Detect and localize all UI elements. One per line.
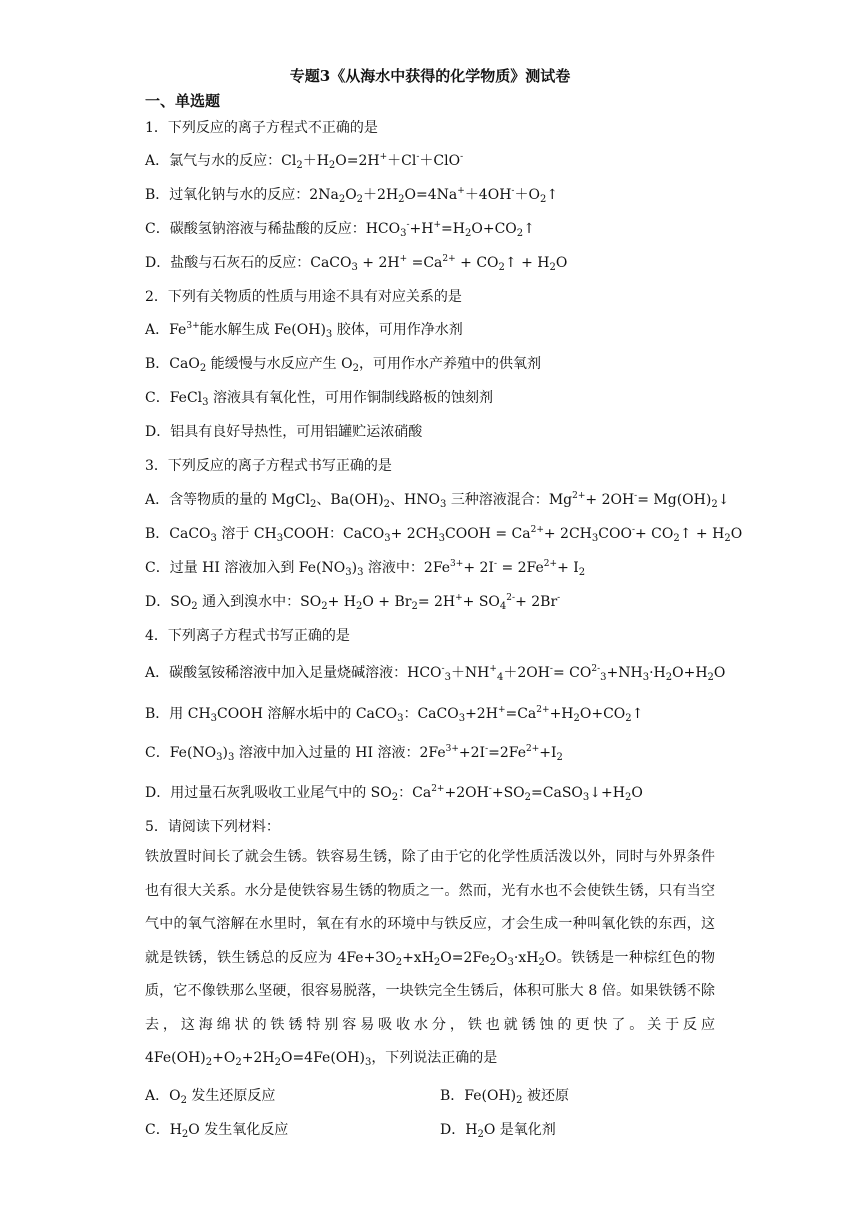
question-5-stem: 5．请阅读下列材料： xyxy=(145,819,280,835)
question-1-option-d: D．盐酸与石灰石的反应：CaCO$_3$ + $2H^+ =Ca^{2+}$ + $CO_2↑ + H_2O$ xyxy=(145,254,568,273)
question-2-option-a: A．$Fe^{3+}$能水解生成 $Fe(OH)_3$ 胶体，可用作净水剂 xyxy=(145,321,463,340)
question-1-option-b: B．过氧化钠与水的反应：$2Na_2O_2+2H_2O=4Na^++4OH^-+O_2↑$ xyxy=(145,186,559,205)
question-2-stem: 2．下列有关物质的性质与用途不具有对应关系的是 xyxy=(145,289,462,305)
question-3-option-b: B．CaCO$_3$ 溶于 $CH_3COOH$：CaCO$_3$+ $2CH_3COOH = Ca^{2+}+ 2CH_3COO^-+$ $CO_2↑ + H_2O$ xyxy=(145,525,743,544)
question-4-stem: 4．下列离子方程式书写正确的是 xyxy=(145,628,350,644)
question-4-option-a: A．碳酸氢铵稀溶液中加入足量烧碱溶液：$HCO^-_3+NH^+_4+2OH^-= CO^{2-}_3+NH_3\cdot H_2O+H_2O$ xyxy=(145,664,726,683)
question-3-stem: 3．下列反应的离子方程式书写正确的是 xyxy=(145,458,392,474)
question-1-option-a: A．氯气与水的反应：$Cl_2+H_2O=2H^++Cl^-+ClO^-$ xyxy=(145,152,464,171)
question-2-option-b: B．CaO$_2$ 能缓慢与水反应产生 $O_2$，可用作水产养殖中的供氧剂 xyxy=(145,356,541,374)
question-3-option-d: D．$SO_2$ 通入到溴水中：$SO_2+ H_2O + Br_2= 2H^++ SO_4^{2-}+ 2Br^-$ xyxy=(145,593,561,612)
question-4-option-c: C．$Fe(NO_3)_3$ 溶液中加入过量的 HI 溶液：$2Fe^{3+}+2I^-=2Fe^{2+}+I_2$ xyxy=(145,744,563,763)
question-1-stem: 1．下列反应的离子方程式不正确的是 xyxy=(145,120,378,136)
question-5-option-c: C．$H_2O$ 发生氧化反应 xyxy=(145,1122,289,1140)
question-2-option-c: C．FeCl$_3$ 溶液具有氧化性，可用作铜制线路板的蚀刻剂 xyxy=(145,390,493,408)
question-5-option-d: D．$H_2O$ 是氧化剂 xyxy=(440,1122,556,1140)
question-2-option-d: D．铝具有良好导热性，可用铝罐贮运浓硝酸 xyxy=(145,424,423,440)
question-5-option-a: A．$O_2$ 发生还原反应 xyxy=(145,1088,276,1106)
question-4-option-d: D．用过量石灰乳吸收工业尾气中的 $SO_2$：$Ca^{2+}+2OH^-+SO_2=CaSO_3↓+H_2O$ xyxy=(145,784,643,803)
section-heading: 一、单选题 xyxy=(145,92,221,110)
question-4-option-b: B．用 $CH_3COOH$ 溶解水垢中的 CaCO$_3$：$CaCO_3+2H^+=Ca^{2+}+H_2O+CO_2↑$ xyxy=(145,705,644,724)
question-1-option-c: C．碳酸氢钠溶液与稀盐酸的反应：$HCO_3^-+H^+=H_2O+CO_2↑$ xyxy=(145,220,535,239)
question-3-option-a: A．含等物质的量的 MgCl$_2$、$Ba(OH)_2$、$HNO_3$ 三种溶液混合：$Mg^{2+}+ 2OH^-=$ $Mg(OH)_2↓$ xyxy=(145,491,730,510)
question-5-passage: 铁放置时间长了就会生锈。铁容易生锈，除了由于它的化学性质活泼以外，同时与外界条件也有很大关系。水分是使铁容易生锈的物质之一。然而，光有水也不会使铁生锈，只有当空气中的氧气溶解在水里时，氧在有水的环境中与铁反应，才会生成一种叫氧化铁的东西，这就是铁锈，铁生锈总的反应为 $4Fe+3O_2+xH_2O=2Fe_2O_3\cdot xH_2O$。铁锈是一种棕红色的物质，它不像铁那么坚硬，很容易脱落，一块铁完全生锈后，体积可胀大 8 倍。如果铁锈不除去，这海绵状的铁锈特别容易吸收水分，铁也就锈蚀的更快了。关于反应 $4Fe(OH)_2+O_2+2H_2O=4Fe(OH)_3$，下列说法正确的是 xyxy=(145,849,716,1068)
question-3-option-c: C．过量 HI 溶液加入到 $Fe(NO_3)_3$ 溶液中：$2Fe^{3+}+ 2I^- = 2Fe^{2+}+ I_2$ xyxy=(145,559,586,578)
document-title: 专题3《从海水中获得的化学物质》测试卷 xyxy=(289,67,571,85)
question-5-option-b: B．$Fe(OH)_2$ 被还原 xyxy=(440,1088,569,1106)
